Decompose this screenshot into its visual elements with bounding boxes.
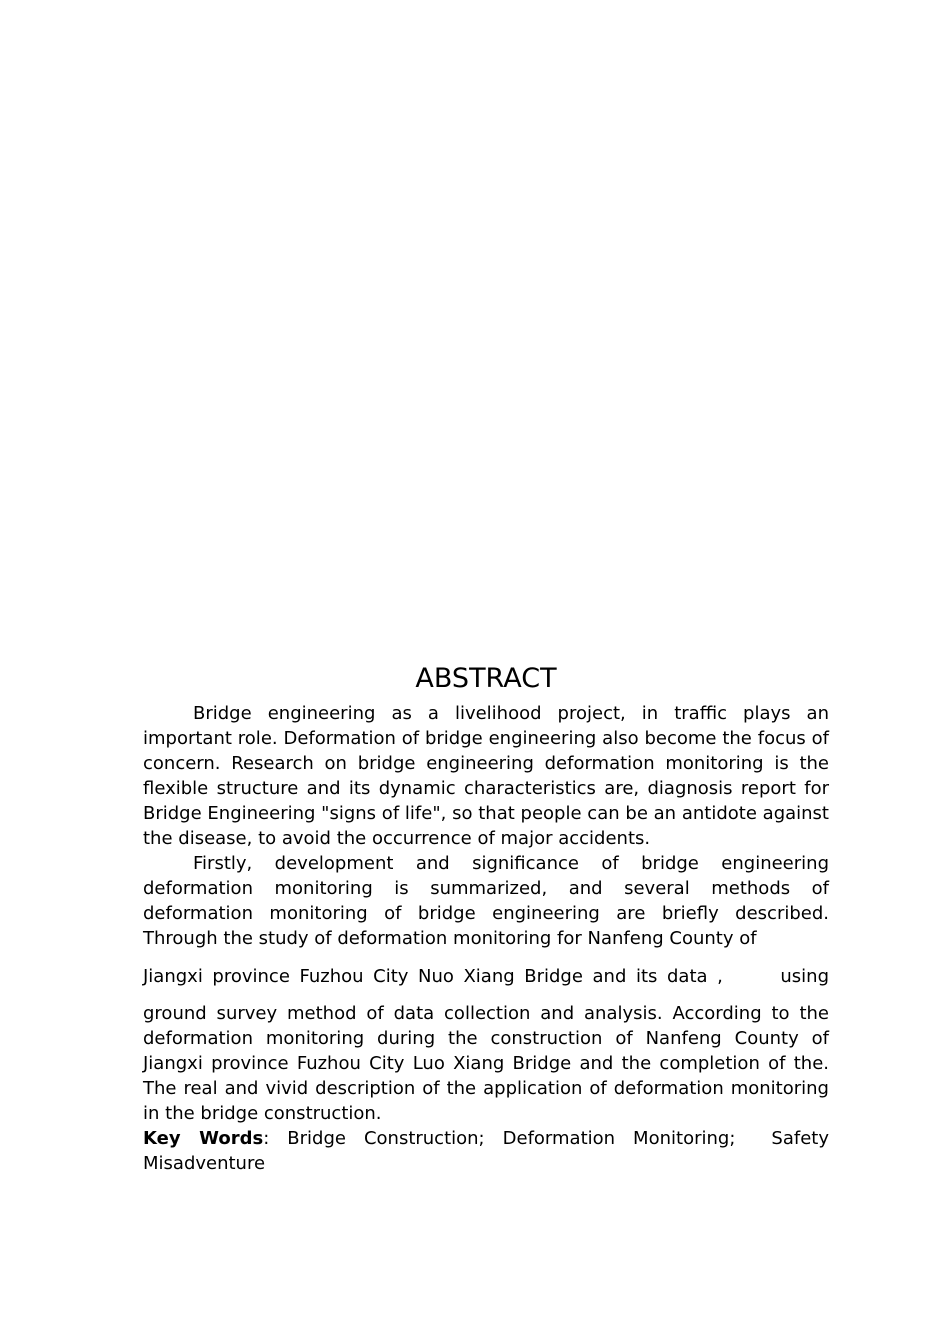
keywords-label: Key Words [143, 1128, 264, 1149]
abstract-paragraph-2-part-3: ground survey method of data collection and analysis. According to the deformation monitoring during the construction of Nanfeng County of Jiangxi province Fuzhou City Luo Xiang Bridge and the completion of the. The real and vivid description of the application of deformation monitoring in the bridge construction. [143, 1003, 829, 1124]
keywords-line [143, 1126, 829, 1176]
abstract-section [143, 660, 829, 1176]
abstract-title: ABSTRACT [415, 663, 557, 694]
abstract-paragraph-2-part-1: Firstly, development and significance of bridge engineering deformation monitoring is summarized, and several methods of deformation monitoring of bridge engineering are briefly described. Through the study of deformation monitoring for Nanfeng County of [143, 853, 829, 949]
abstract-paragraph-2-part-2: Jiangxi province Fuzhou City Nuo Xiang Bridge and its data , using [143, 966, 829, 987]
keywords-text: : Bridge Construction; Deformation Monitoring; Safety Misadventure [143, 1128, 829, 1174]
abstract-paragraph-1: Bridge engineering as a livelihood project, in traffic plays an important role. Deformation of bridge engineering also become the focus of concern. Research on bridge engineering deformation monitoring is the flexible structure and its dynamic characteristics are, diagnosis report for Bridge Engineering "signs of life", so that people can be an antidote against the disease, to avoid the occurrence of major accidents. [143, 703, 829, 849]
